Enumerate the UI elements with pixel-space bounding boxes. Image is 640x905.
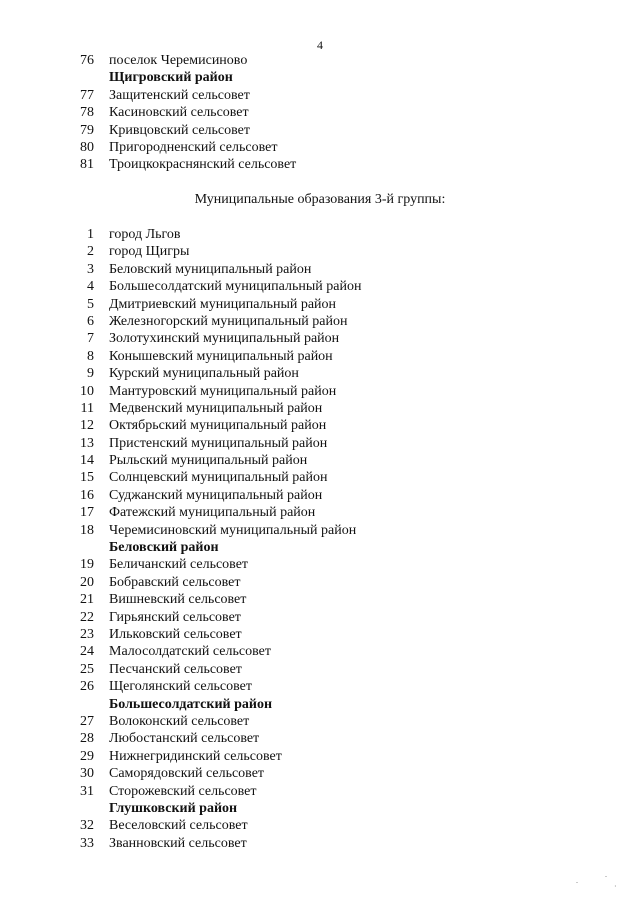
item-number: 31 — [80, 783, 94, 799]
list-item — [0, 626, 640, 643]
district-heading — [0, 696, 640, 713]
list-item — [0, 574, 640, 591]
item-number: 1 — [87, 227, 94, 242]
item-number: 16 — [80, 487, 94, 503]
list-item — [0, 383, 640, 400]
scan-mark: . — [605, 870, 607, 879]
item-number: 22 — [80, 609, 94, 625]
district-heading — [0, 69, 640, 86]
item-number: 17 — [80, 505, 94, 521]
list-item — [0, 87, 640, 104]
item-number: 79 — [80, 122, 94, 138]
list-item — [0, 104, 640, 121]
item-name: город Льгов — [109, 227, 181, 242]
item-name: Сторожевский сельсовет — [109, 783, 257, 799]
list-item — [0, 278, 640, 295]
list-item — [0, 156, 640, 173]
item-name: город Щигры — [109, 244, 190, 260]
list-item — [0, 748, 640, 765]
item-name: Пристенский муниципальный район — [109, 435, 328, 451]
item-name: Рыльский муниципальный район — [109, 453, 308, 469]
list-item — [0, 609, 640, 626]
item-number: 15 — [80, 470, 94, 486]
list-item — [0, 139, 640, 156]
list-item — [0, 487, 640, 504]
district-name: Щигровский район — [109, 70, 233, 86]
item-name: Званновский сельсовет — [109, 835, 247, 851]
municipality-list-top — [0, 52, 640, 174]
item-number: 12 — [80, 418, 94, 434]
list-item — [0, 469, 640, 486]
item-name: Любостанский сельсовет — [109, 731, 260, 747]
list-item — [0, 330, 640, 347]
list-item — [0, 661, 640, 678]
list-item — [0, 365, 640, 382]
list-item — [0, 243, 640, 260]
item-number: 4 — [87, 279, 94, 295]
item-number: 9 — [87, 366, 94, 382]
item-name: Щеголянский сельсовет — [109, 679, 253, 695]
district-name: Большесолдатский район — [109, 696, 273, 712]
item-number: 27 — [80, 713, 94, 729]
scan-mark: · — [614, 882, 617, 891]
item-name: Медвенский муниципальный район — [109, 400, 323, 416]
item-number: 32 — [80, 818, 94, 834]
item-name: Железногорский муниципальный район — [109, 313, 348, 329]
list-item — [0, 678, 640, 695]
item-number: 28 — [80, 731, 94, 747]
item-number: 3 — [87, 261, 94, 277]
item-name: Конышевский муниципальный район — [109, 348, 333, 364]
item-name: Бобравский сельсовет — [109, 574, 241, 590]
list-item — [0, 122, 640, 139]
item-number: 6 — [87, 313, 94, 329]
list-item — [0, 591, 640, 608]
item-name: Веселовский сельсовет — [109, 818, 248, 834]
list-item — [0, 313, 640, 330]
municipality-list-group3 — [0, 226, 640, 852]
district-heading — [0, 800, 640, 817]
item-name: Саморядовский сельсовет — [109, 766, 265, 782]
item-number: 8 — [87, 348, 94, 364]
list-item — [0, 730, 640, 747]
list-item — [0, 452, 640, 469]
item-name: Троицкокраснянский сельсовет — [109, 157, 297, 173]
item-name: Беличанский сельсовет — [109, 557, 249, 573]
item-number: 13 — [80, 435, 94, 451]
list-item — [0, 713, 640, 730]
item-name: Касиновский сельсовет — [109, 105, 249, 121]
list-item — [0, 817, 640, 834]
item-number: 29 — [80, 748, 94, 764]
item-name: Октябрьский муниципальный район — [109, 418, 327, 434]
item-name: Гирьянский сельсовет — [109, 609, 241, 625]
list-item — [0, 226, 640, 243]
item-name: Золотухинский муниципальный район — [109, 331, 340, 347]
list-item — [0, 52, 640, 69]
item-number: 30 — [80, 766, 94, 782]
page-number: 4 — [317, 38, 323, 52]
item-number: 21 — [80, 592, 94, 608]
list-item — [0, 435, 640, 452]
list-item — [0, 504, 640, 521]
item-number: 14 — [80, 453, 94, 469]
item-number: 77 — [80, 87, 94, 103]
item-number: 7 — [87, 331, 94, 347]
item-name: Песчанский сельсовет — [109, 661, 242, 677]
item-name: Кривцовский сельсовет — [109, 122, 251, 138]
item-number: 78 — [80, 105, 94, 121]
group3-title: Муниципальные образования 3-й группы: — [194, 192, 446, 207]
list-item — [0, 556, 640, 573]
item-number: 25 — [80, 661, 94, 677]
item-number: 24 — [80, 644, 94, 660]
item-name: Вишневский сельсовет — [109, 592, 247, 608]
district-name: Беловский район — [109, 540, 219, 556]
item-number: 10 — [80, 383, 94, 399]
item-number: 18 — [80, 522, 94, 538]
list-item — [0, 522, 640, 539]
item-number: 23 — [80, 626, 94, 642]
item-name: Малосолдатский сельсовет — [109, 644, 271, 660]
item-name: Курский муниципальный район — [109, 366, 299, 382]
item-number: 19 — [80, 557, 94, 573]
list-item — [0, 783, 640, 800]
item-name: Беловский муниципальный район — [109, 261, 312, 277]
item-number: 2 — [87, 244, 94, 260]
list-item — [0, 296, 640, 313]
item-number: 26 — [80, 679, 94, 695]
district-name: Глушковский район — [109, 800, 238, 816]
list-item — [0, 348, 640, 365]
list-item — [0, 261, 640, 278]
list-item — [0, 643, 640, 660]
item-name: Нижнегридинский сельсовет — [109, 748, 282, 764]
item-name: Ильковский сельсовет — [109, 626, 242, 642]
item-name: поселок Черемисиново — [109, 53, 248, 68]
item-number: 76 — [80, 53, 94, 68]
item-name: Солнцевский муниципальный район — [109, 470, 328, 486]
item-name: Защитенский сельсовет — [109, 87, 250, 103]
item-name: Дмитриевский муниципальный район — [109, 296, 337, 312]
list-item — [0, 835, 640, 852]
item-name: Пригородненский сельсовет — [109, 139, 278, 155]
district-heading — [0, 539, 640, 556]
item-name: Мантуровский муниципальный район — [109, 383, 337, 399]
item-number: 80 — [80, 139, 94, 155]
item-name: Волоконский сельсовет — [109, 713, 250, 729]
item-name: Суджанский муниципальный район — [109, 487, 323, 503]
item-name: Фатежский муниципальный район — [109, 505, 316, 521]
item-number: 5 — [87, 296, 94, 312]
list-item — [0, 417, 640, 434]
list-item — [0, 400, 640, 417]
item-number: 33 — [80, 835, 94, 851]
scan-mark: . — [576, 876, 578, 885]
item-number: 11 — [80, 400, 94, 416]
item-name: Черемисиновский муниципальный район — [109, 522, 357, 538]
item-name: Большесолдатский муниципальный район — [109, 279, 362, 295]
list-item — [0, 765, 640, 782]
item-number: 20 — [80, 574, 94, 590]
item-number: 81 — [80, 157, 94, 173]
